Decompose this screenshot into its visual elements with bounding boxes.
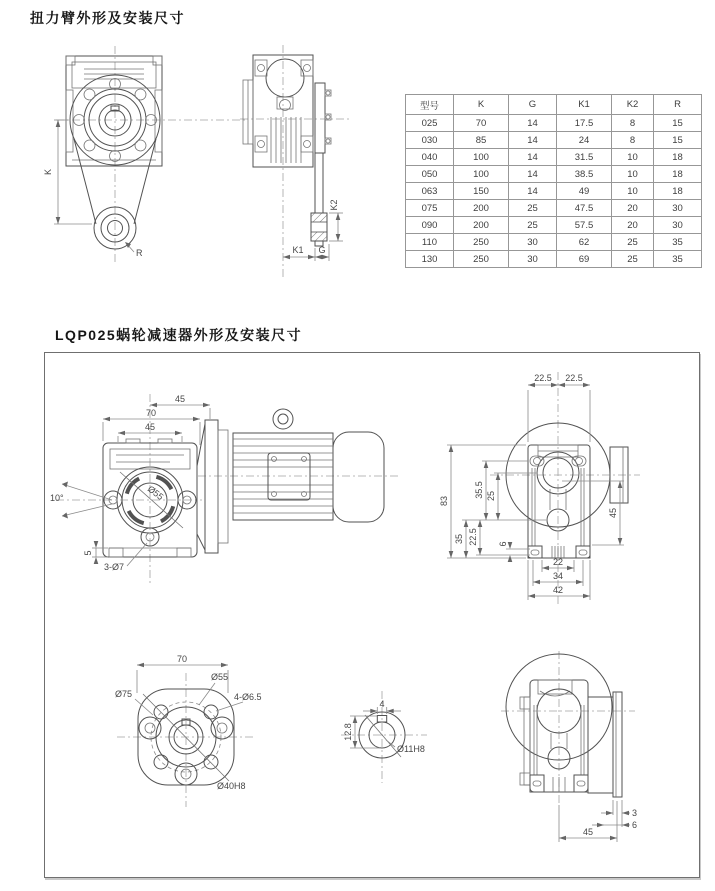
dim-label-k2: K2 (329, 199, 339, 211)
table-cell: 250 (454, 251, 509, 268)
table-row (406, 115, 702, 132)
col-header: K2 (612, 95, 654, 115)
table-cell: 31.5 (557, 149, 612, 166)
table-cell: 38.5 (557, 166, 612, 183)
table-cell: 14 (509, 115, 557, 132)
dim-label-k: K (43, 168, 53, 176)
table-cell: 100 (454, 166, 509, 183)
torque-arm-dimension-table (405, 94, 702, 268)
dim-label-35: 35 (454, 533, 464, 545)
dim-label-r: R (136, 248, 143, 258)
dim-label-bore: Ø11H8 (397, 744, 425, 754)
dim-label-70: 70 (176, 654, 188, 664)
table-cell: 14 (509, 166, 557, 183)
torque-arm-front-view (38, 44, 253, 294)
table-cell: 075 (406, 200, 454, 217)
dim-label-22-5: 22.5 (468, 528, 478, 546)
col-header: 型号 (406, 95, 454, 115)
dim-label-5: 5 (83, 550, 93, 556)
reducer-front-motor-view (50, 388, 450, 588)
table-cell: 025 (406, 115, 454, 132)
dim-label-holes: 3-Ø7 (104, 562, 125, 572)
table-cell: 050 (406, 166, 454, 183)
table-row (406, 166, 702, 183)
table-cell: 69 (557, 251, 612, 268)
col-header: R (654, 95, 702, 115)
table-cell: 30 (654, 200, 702, 217)
table-cell: 030 (406, 132, 454, 149)
table-cell: 25 (509, 200, 557, 217)
table-cell: 10 (612, 149, 654, 166)
table-cell: 30 (509, 234, 557, 251)
table-cell: 20 (612, 217, 654, 234)
table-cell: 10 (612, 166, 654, 183)
table-cell: 090 (406, 217, 454, 234)
table-cell: 62 (557, 234, 612, 251)
table-cell: 040 (406, 149, 454, 166)
table-cell: 200 (454, 200, 509, 217)
col-header: K (454, 95, 509, 115)
table-cell: 14 (509, 149, 557, 166)
dim-label-holes: 4-Ø6.5 (234, 692, 262, 702)
col-header: G (509, 95, 557, 115)
table-cell: 30 (509, 251, 557, 268)
table-cell: 35 (654, 234, 702, 251)
table-cell: 85 (454, 132, 509, 149)
table-cell: 110 (406, 234, 454, 251)
dim-label-22-5-left: 22.5 (534, 373, 552, 383)
table-cell: 25 (612, 234, 654, 251)
dim-label-45: 45 (582, 827, 594, 837)
dim-label-d75: Ø75 (115, 689, 133, 699)
section2-title: LQP025蜗轮减速器外形及安装尺寸 (55, 327, 303, 343)
table-cell: 8 (612, 132, 654, 149)
table-cell: 150 (454, 183, 509, 200)
table-row (406, 251, 702, 268)
col-header: K1 (557, 95, 612, 115)
dim-label-bore: Ø40H8 (217, 781, 246, 791)
table-cell: 130 (406, 251, 454, 268)
dim-label-3: 3 (632, 808, 638, 818)
table-cell: 18 (654, 166, 702, 183)
table-cell: 15 (654, 115, 702, 132)
table-cell: 70 (454, 115, 509, 132)
dim-label-6: 6 (498, 541, 508, 547)
dim-label-35-5: 35.5 (474, 481, 484, 499)
dim-label-45-top: 45 (174, 394, 186, 404)
section1-title: 扭力臂外形及安装尺寸 (30, 10, 185, 26)
dim-label-bore55: Ø55 (145, 483, 166, 503)
table-cell: 063 (406, 183, 454, 200)
dim-label-g: G (318, 245, 326, 255)
dim-label-70: 70 (145, 408, 157, 418)
dim-label-25: 25 (486, 490, 496, 502)
dim-label-22: 22 (552, 557, 564, 567)
dim-label-22-5-right: 22.5 (565, 373, 583, 383)
dim-label-6: 6 (632, 820, 638, 830)
table-cell: 20 (612, 200, 654, 217)
dim-label-k1: K1 (292, 245, 304, 255)
table-cell: 8 (612, 115, 654, 132)
table-cell: 10 (612, 183, 654, 200)
dim-label-34: 34 (552, 571, 564, 581)
dim-label-d55: Ø55 (211, 672, 229, 682)
dim-label-4: 4 (379, 699, 385, 709)
table-row (406, 132, 702, 149)
table-row (406, 183, 702, 200)
table-cell: 30 (654, 217, 702, 234)
table-cell: 24 (557, 132, 612, 149)
table-row (406, 149, 702, 166)
table-header-row (406, 95, 702, 115)
dim-label-12-8: 12.8 (343, 723, 353, 741)
table-cell: 35 (654, 251, 702, 268)
table-cell: 14 (509, 183, 557, 200)
torque-arm-side-view (238, 42, 398, 297)
table-cell: 57.5 (557, 217, 612, 234)
dim-label-45-right: 45 (608, 507, 618, 519)
shaft-bore-detail-view (335, 685, 460, 793)
table-cell: 200 (454, 217, 509, 234)
output-flange-view (95, 645, 285, 815)
table-row (406, 217, 702, 234)
dim-label-angle: 10° (50, 493, 64, 503)
table-cell: 25 (612, 251, 654, 268)
table-cell: 100 (454, 149, 509, 166)
table-row (406, 234, 702, 251)
table-cell: 14 (509, 132, 557, 149)
table-cell: 18 (654, 149, 702, 166)
table-cell: 17.5 (557, 115, 612, 132)
table-cell: 250 (454, 234, 509, 251)
table-cell: 47.5 (557, 200, 612, 217)
dim-label-45: 45 (144, 422, 156, 432)
table-cell: 18 (654, 183, 702, 200)
table-cell: 49 (557, 183, 612, 200)
reducer-rear-view (440, 368, 700, 613)
dim-label-42: 42 (552, 585, 564, 595)
reducer-output-side-view (495, 645, 703, 853)
table-cell: 25 (509, 217, 557, 234)
dim-label-83: 83 (439, 495, 449, 507)
table-row (406, 200, 702, 217)
table-cell: 15 (654, 132, 702, 149)
